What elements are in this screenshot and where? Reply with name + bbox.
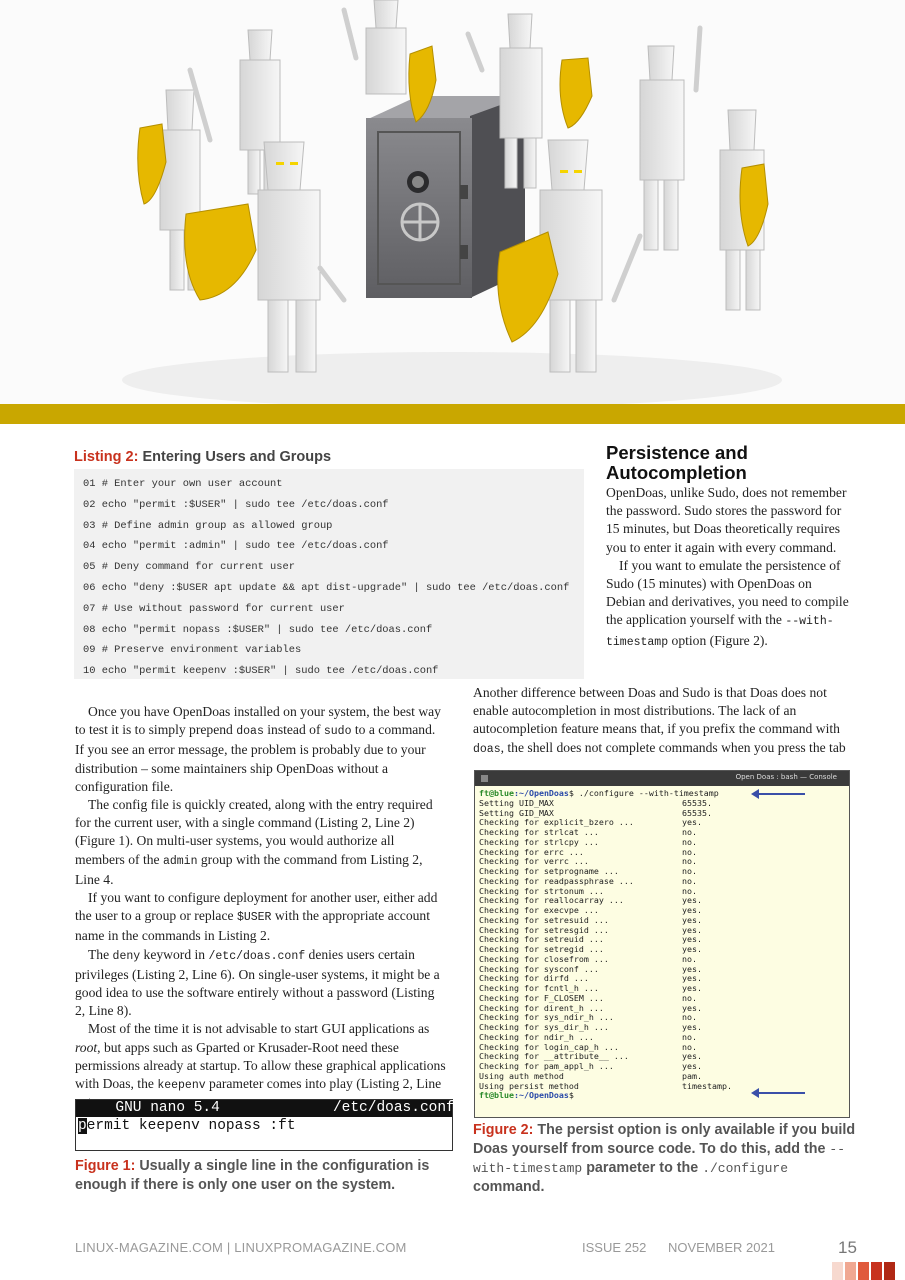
paragraph: The config file is quickly created, along with the entry required for the current user, with a single command (Listing 2, Line 2) (Figure 1). On multi-user systems, you would authorize all members of the admin group with the command from Listing 2, Line 4. xyxy=(75,797,433,887)
terminal-window-title: Open Doas : bash — Console xyxy=(735,773,837,781)
terminal-output-line: Checking for login_cap_h ... no. xyxy=(479,1041,697,1052)
paragraph: Another difference between Doas and Sudo is that Doas does not enable autocompletion in most distributions. The lack of an autocompletion feature means that, if you prefix the command with doas, the shell does not complete commands when you press the tab xyxy=(473,685,846,756)
terminal-output-line: Checking for sys_dir_h ... yes. xyxy=(479,1022,702,1032)
terminal-output-line: Using persist method timestamp. xyxy=(479,1080,732,1091)
code-line: 02 echo "permit :$USER" | sudo tee /etc/doas.conf xyxy=(83,498,389,511)
section-heading: Persistence and Autocompletion xyxy=(606,442,748,483)
footer-decor-square xyxy=(845,1262,856,1280)
terminal-output-line: Checking for closefrom ... no. xyxy=(479,953,697,964)
code-line: 09 # Preserve environment variables xyxy=(83,644,302,657)
terminal-output-line: Checking for F_CLOSEM ... no. xyxy=(479,992,697,1003)
terminal-output-line: Checking for errc ... no. xyxy=(479,846,697,857)
right-column-continued xyxy=(473,684,852,759)
annotation-arrow xyxy=(758,1092,805,1094)
terminal-title-bar xyxy=(475,771,849,786)
page-number: 15 xyxy=(838,1238,857,1257)
terminal-output-line: Checking for verrc ... no. xyxy=(479,856,697,867)
footer-websites: LINUX-MAGAZINE.COM | LINUXPROMAGAZINE.COM xyxy=(75,1240,407,1255)
paragraph: OpenDoas, unlike Sudo, does not remember the password. Sudo stores the password for 15 minutes, but Doas theoretically requires you to enter it again with every command. xyxy=(606,485,847,555)
footer-decor-square xyxy=(884,1262,895,1280)
code-line: 08 echo "permit nopass :$USER" | sudo tee /etc/doas.conf xyxy=(83,623,433,636)
terminal-output xyxy=(475,786,849,1101)
terminal-output-line: Checking for execvpe ... yes. xyxy=(479,905,702,915)
code-line: 10 echo "permit keepenv :$USER" | sudo tee /etc/doas.conf xyxy=(83,665,439,678)
terminal-output-line: Checking for strtonum ... no. xyxy=(479,885,697,896)
terminal-output-line: Checking for strlcpy ... no. xyxy=(479,836,697,847)
footer-decor-square xyxy=(858,1262,869,1280)
left-column-text xyxy=(75,703,447,1113)
paragraph: If you want to emulate the persistence of Sudo (15 minutes) with OpenDoas on Debian and derivatives, you need to compile the application yourself with the --with-timestamp option (Figure 2). xyxy=(606,557,849,649)
terminal-output-line: Checking for __attribute__ ... yes. xyxy=(479,1051,702,1062)
terminal-end-prompt: ft@blue :~/OpenDoas $ xyxy=(479,1090,574,1101)
footer-decor-square xyxy=(871,1262,882,1280)
terminal-output-line: Checking for setresuid ... yes. xyxy=(479,914,702,925)
paragraph: The deny keyword in /etc/doas.conf denies users certain privileges (Listing 2, Line 6). On single-user systems, it might be a good idea to use the software entirely without a password (Listing 2, Line 8). xyxy=(75,946,440,1019)
terminal-output-line: Checking for setregid ... yes. xyxy=(479,944,702,954)
terminal-output-line: Checking for sysconf ... yes. xyxy=(479,963,702,974)
knights-guarding-safe-illustration xyxy=(0,0,905,404)
text-cursor: p xyxy=(78,1118,87,1134)
paragraph: If you want to configure deployment for another user, either add the user to a group or replace $USER with the appropriate account name in the commands in Listing 2. xyxy=(75,890,438,944)
code-line: 01 # Enter your own user account xyxy=(83,478,283,490)
code-line: 03 # Define admin group as allowed group xyxy=(83,519,333,532)
terminal-output-line: Setting UID_MAX 65535. xyxy=(479,797,712,808)
terminal-output-line: Checking for sys_ndir_h ... no. xyxy=(479,1012,697,1023)
terminal-output-line: Checking for setresgid ... yes. xyxy=(479,924,702,935)
terminal-output-line: Checking for reallocarray ... yes. xyxy=(479,895,702,906)
terminal-app-icon xyxy=(481,775,488,782)
code-line: 07 # Use without password for current user xyxy=(83,602,345,615)
footer-issue-date: ISSUE 252 NOVEMBER 2021 xyxy=(582,1240,775,1255)
terminal-output-line: Setting GID_MAX 65535. xyxy=(479,807,712,818)
nano-editor-figure xyxy=(75,1099,453,1151)
annotation-arrow xyxy=(758,793,805,795)
listing-title xyxy=(74,449,331,465)
nano-title-bar: GNU nano 5.4 /etc/doas.conf xyxy=(76,1100,452,1117)
terminal-output-line: Checking for setreuid ... yes. xyxy=(479,934,702,945)
listing-title-text: Entering Users and Groups xyxy=(142,449,332,465)
gold-divider-band xyxy=(0,404,905,424)
terminal-output-line: Checking for readpassphrase ... no. xyxy=(479,875,697,886)
footer-decor-square xyxy=(832,1262,843,1280)
terminal-figure xyxy=(474,770,850,1118)
terminal-output-line: Checking for ndir_h ... no. xyxy=(479,1031,697,1042)
code-line: 06 echo "deny :$USER apt update && apt dist-upgrade" | sudo tee /etc/doas.conf xyxy=(83,581,570,594)
right-column-text xyxy=(606,484,852,652)
terminal-output-line: Checking for pam_appl_h ... yes. xyxy=(479,1061,702,1071)
listing-label: Listing 2: xyxy=(74,449,139,465)
code-listing xyxy=(74,469,584,679)
terminal-command-line: ft@blue :~/OpenDoas $ ./configure --with-timestamp xyxy=(479,788,719,798)
code-line: 04 echo "permit :admin" | sudo tee /etc/doas.conf xyxy=(83,540,389,553)
terminal-output-line: Checking for dirent_h ... yes. xyxy=(479,1002,702,1013)
paragraph: Most of the time it is not advisable to start GUI applications as root, but apps such as Gparted or Krusader-Root need these permissions already at startup. To allow these graphical applications with Doas, the keepenv parameter comes into play (Listing 2, Line xyxy=(75,1021,446,1093)
terminal-output-line: Checking for fcntl_h ... yes. xyxy=(479,983,702,993)
terminal-output-line: Using auth method pam. xyxy=(479,1070,702,1081)
figure-1-caption: Figure 1: Usually a single line in the configuration is enough if there is only one user on the system. xyxy=(75,1158,430,1193)
paragraph: Once you have OpenDoas installed on your system, the best way to test it is to simply prepend doas instead of sudo to a command. If you see an error message, the problem is probably due to your distribution – some maintainers ship OpenDoas without a configuration file. xyxy=(75,704,441,794)
code-line: 05 # Deny command for current user xyxy=(83,561,296,574)
figure-2-caption: Figure 2: The persist option is only available if you build Doas yourself from source code. To do this, add the --with-timestamp parameter to the ./configure command. xyxy=(473,1122,856,1195)
terminal-output-line: Checking for explicit_bzero ... yes. xyxy=(479,817,702,828)
terminal-output-line: Checking for dirfd ... yes. xyxy=(479,973,702,984)
terminal-output-line: Checking for setprogname ... no. xyxy=(479,866,697,876)
terminal-output-line: Checking for strlcat ... no. xyxy=(479,827,697,837)
hero-illustration xyxy=(0,0,905,404)
nano-content: permit keepenv nopass :ft xyxy=(78,1118,296,1134)
